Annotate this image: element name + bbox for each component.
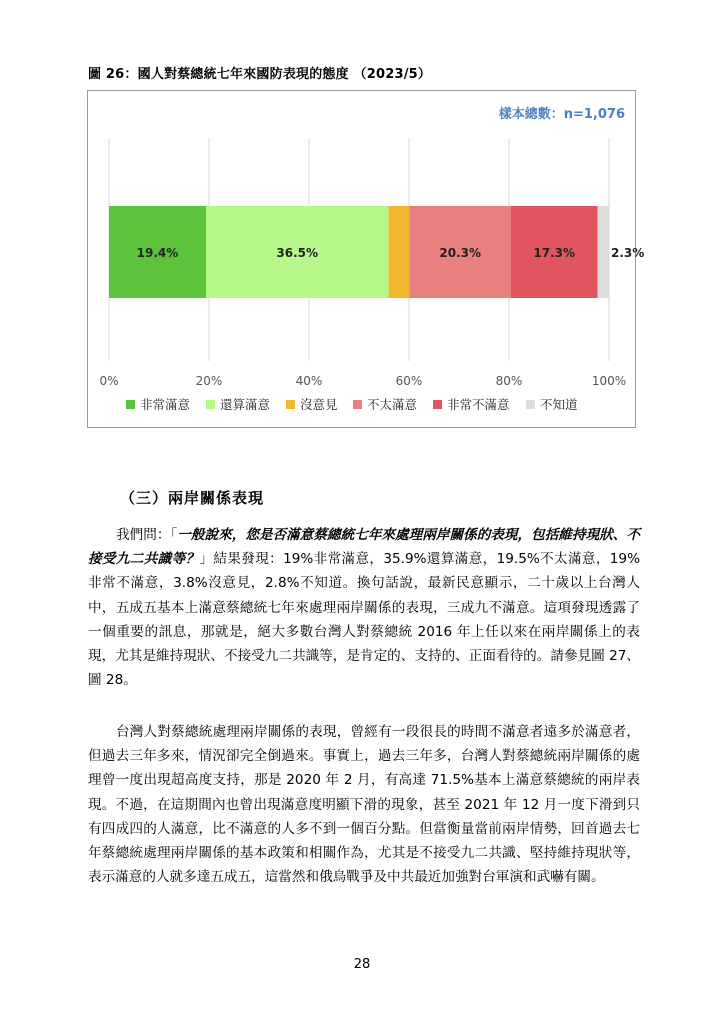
paragraph-trend: 台灣人對蔡總統處理兩岸關係的表現，曾經有一段很長的時間不滿意者遠多於滿意者，但過去三年多來，情況卻完全倒過來。事實上，過去三年多，台灣人對蔡總統兩岸關係的處理曾一度出現超高度支持，那是 2020 年 2 月，有高達 71.5%基本上滿意蔡總統的兩岸表現。不過，在這期間內也曾出現滿意度明顯下滑的現象，甚至 2021 年 12 月一度下滑到只有四成四的人滿意，比不滿意的人多不到一個百分點。但當衡量當前兩岸情勢，回首過去七年蔡總統處理兩岸關係的基本政策和相關作為，尤其是不接受九二共識、堅持維持現狀等，表示滿意的人就多達五成五，這當然和俄烏戰爭及中共最近加強對台軍演和武嚇有關。: [88, 724, 640, 886]
data-label: 20.3%: [439, 246, 482, 260]
legend-label: 非常不滿意: [447, 397, 510, 412]
result-text: 」結果發現：19%非常滿意，35.9%還算滿意，19.5%不太滿意，19%非常不滿意，3.8%沒意見，2.8%不知道。換句話說，最新民意顯示，二十歲以上台灣人中，五成五基本上滿意蔡總統七年來處理兩岸關係的表現，三成九不滿意。這項發現透露了一個重要的訊息，那就是，絕大多數台灣人對蔡總統 2016 年上任以來在兩岸關係上的表現，尤其是維持現狀、不接受九二共識等，是肯定的、支持的、正面看待的。請參見圖 27、圖 28。: [88, 551, 641, 689]
stacked-bar-chart: [88, 91, 645, 427]
x-tick-label: 40%: [295, 374, 323, 388]
legend-label: 沒意見: [300, 397, 338, 412]
section-heading: （三）兩岸關係表現: [120, 489, 265, 507]
page-number: 28: [353, 957, 371, 972]
legend-label: 不知道: [540, 397, 578, 412]
legend-label: 不太滿意: [367, 397, 418, 412]
legend-swatch: [526, 400, 535, 409]
legend-swatch: [206, 400, 215, 409]
legend-swatch: [433, 400, 442, 409]
bar-segment: [598, 206, 610, 298]
legend-label: 非常滿意: [140, 397, 191, 412]
data-label: 19.4%: [136, 246, 179, 260]
figure-title: 圖 26：國人對蔡總統七年來國防表現的態度 （2023/5）: [88, 67, 432, 82]
x-tick-label: 80%: [495, 374, 523, 388]
x-tick-label: 60%: [395, 374, 423, 388]
legend-swatch: [353, 400, 362, 409]
x-tick-label: 100%: [591, 374, 627, 388]
x-tick-label: 20%: [195, 374, 223, 388]
sample-size-note: 樣本總數：n=1,076: [498, 107, 625, 122]
data-label: 17.3%: [533, 246, 576, 260]
survey-question: 一般說來，您是否滿意蔡總統七年來處理兩岸關係的表現，包括維持現狀、不接受九二共識等？: [88, 527, 641, 568]
chart-frame: [87, 90, 645, 428]
paragraph-cross-strait-result: [88, 523, 640, 692]
data-label: 36.5%: [276, 246, 319, 260]
legend-swatch: [286, 400, 295, 409]
legend-label: 還算滿意: [220, 397, 271, 412]
data-label: 2.3%: [611, 246, 645, 260]
legend-swatch: [126, 400, 135, 409]
bar-segment: [389, 206, 410, 298]
quote-lead: 我們問：「: [116, 527, 178, 543]
x-tick-label: 0%: [99, 374, 119, 388]
